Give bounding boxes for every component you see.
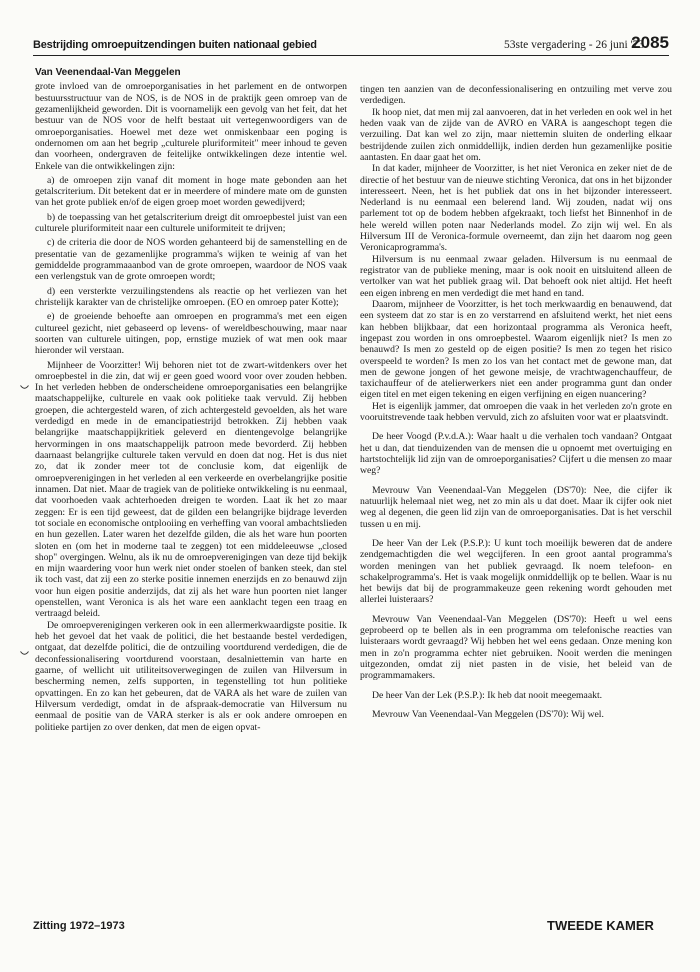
paragraph: tingen ten aanzien van de deconfessionalisering en ontzuiling met verve zou verdedigen. [360, 84, 672, 107]
running-title: Bestrijding omroepuitzendingen buiten nationaal gebied [33, 39, 317, 51]
paragraph: In dat kader, mijnheer de Voorzitter, is het niet Veronica en zeker niet de de directie of het bestuur van de nieuwe stichting Veronica, dat ons in het bijzonder interesseert. Neen, het is het publiek dat ons in het bijzonder interesseert. Nederland is nu eenmaal een belerend land. Wij zouden, nadat wij ons parlement tot op de bodem hebben afgekraakt, toch liefst het Binnenhof in de hele wereld willen poten naar Nederlands model. Zo zijn wij wel. En als Hilversum III de Veronica-formule overneemt, dan zijn het daarom nog geen Veronicaprogramma's. [360, 163, 672, 254]
list-item-d: d) een versterkte verzuilingstendens als reactie op het verliezen van het christelijk karakter van de christelijke omroepen. (EO en omroep pater Kotte); [35, 285, 347, 308]
paragraph: Mijnheer de Voorzitter! Wij behoren niet tot de zwart-witdenkers over het omroepbestel in die zin, dat wij er geen goed woord voor over zouden hebben. In het verleden hebben de onderscheidene omroeporganisaties een belangrijke maatschappelijke, culturele en vaak ook politieke taak vervuld. Zij hebben groepen, die achtergesteld waren, of zich achtergesteld gevoelden, als het ware verdedigd en mede in de emancipatiestrijd betrokken. Zij hebben vaak belangrijke maatschappijkritiek geleverd en dientengevolge belangrijke hervormingen in ons maatschappelijk patroon mede bevorderd. Zij hebben daarnaast belangrijke culturele taken vervuld en doen dat nog. Het is dus niet zo, dat ik zonder meer tot de conclusie kom, dat eigenlijk de omroepverenigingen in het verleden al een verkeerde en overbelangrijke positie innamen. Dat niet. Maar de tragiek van de politieke ontwikkeling is nu eenmaal, dat voorhoeden vaak achterhoeden dreigen te worden. Laat ik het zo maar zeggen: Er is een tijd geweest, dat de gilden een belangrijke bijdrage leverden tot sociale en economische ontplooiing en verheffing van vooral ambachtslieden en hun gezellen. Later waren het dezelfde gilden, die als het ware hun poorten sloten en (om het in moderne taal te zeggen) tot een middeleeuwse „closed shop" overgingen. Welnu, als ik nu de omroepverenigingen van deze tijd bekijk en mijn waardering voor hun werk niet onder stoelen of banken steek, dan stel ik toch vast, dat zij een zo sterke positie innemen enerzijds en zo benauwd zijn voor hun eigen positie anderzijds, dat zij als het ware hun poorten niet langer openstellen, want Veronica is als het ware een aanklacht tegen een traag en vertraagd beleid. [35, 359, 347, 620]
paragraph: Het is eigenlijk jammer, dat omroepen die vaak in het verleden zo'n grote en vooruitstrevende taak hebben vervuld, zich zo afsluiten voor wat er plaatsvindt. [360, 400, 672, 424]
margin-tick-mark [20, 651, 29, 657]
interjection: De heer Van der Lek (P.S.P.): U kunt toch moeilijk beweren dat de andere zendgemachtigden die wel wegcijferen. In een groot aantal programma's worden meningen van het publiek gevraagd. Ik noem telefoon- en schakelprogramma's. Het is vaak mogelijk onmiddellijk op te bellen. Waar is nu het bewijs dat bij de programmakeuze geen rekening wordt gehouden met allerlei luisteraars? [360, 537, 672, 606]
interjection: De heer Van der Lek (P.S.P.): Ik heb dat nooit meegemaakt. [372, 689, 603, 701]
session-footer: Zitting 1972–1973 [33, 920, 125, 932]
paragraph: Hilversum is nu eenmaal zwaar geladen. Hilversum is nu eenmaal de registrator van de publieke mening, maar is ook nooit en uitsluitend alleen de vertolker van wat het publiek graag wil. Dat behoeft ook niet altijd. Het heeft een eigen inbreng en men verdedigt die met hand en tand. [360, 253, 672, 299]
chamber-footer: TWEEDE KAMER [547, 918, 654, 933]
interjection: De heer Voogd (P.v.d.A.): Waar haalt u die verhalen toch vandaan? Ontgaat het u dan, dat tienduizenden van de mensen die u opnoemt met overtuiging en hartstochtelijk lid zijn van de omroeporganisaties? Cijfert u die mensen zo maar weg? [360, 431, 672, 477]
paragraph-intro: grote invloed van de omroeporganisaties in het parlement en de ontworpen bestuursstructuur van de NOS, is de NOS in de praktijk geen omroep van de gezamenlijkheid geworden. Dit is voornamelijk een gevolg van het feit, dat het bestuur van de NOS voor de helft bestaat uit vertegenwoordigers van de omroeporganisaties. Hoewel met deze wet onmiskenbaar een poging is ondernomen om aan het begrip „culturele pluriformiteit" meer inhoud te geven dan voorheen, ondergraven de feitelijke ontwikkelingen deze intentie wel. Enkele van die ontwikkelingen zijn: [35, 81, 347, 172]
reply: Mevrouw Van Veenendaal-Van Meggelen (DS'70): Wij wel. [372, 708, 604, 720]
meeting-date: 53ste vergadering - 26 juni '73 [504, 39, 645, 51]
list-item-b: b) de toepassing van het getalscriterium dreigt dit omroepbestel juist van een culturele pluriformiteit naar een culturele uniformiteit te drijven; [35, 211, 347, 235]
paragraph: Daarom, mijnheer de Voorzitter, is het toch merkwaardig en benauwend, dat een systeem dat zo star is en zo verstarrend en afsluitend werkt, het niet eens kan hebben blijkbaar, dat een horizontaal programma als Veronica heeft, ingepast zou worden in ons omroepbestel. Waarom eigenlijk niet? Is men zo benauwd? Is men zo gesteld op de eigen positie? Is men zo tegen het risico overspeeld te worden? Is men zo los van het contact met de gewone man, dat men de gewone jongen of het gewone meisje, de vrachtwagenchauffeur, de taxichauffeur of de atelierwerkers niet een ander programma gunt dan onder eigen titel en met eigen tekening en eigen verfijning en eigen nuancering? [360, 298, 672, 401]
page-header [33, 33, 669, 56]
paragraph: De omroepverenigingen verkeren ook in een allermerkwaardigste positie. Ik heb het gevoel dat het vaak de politici, die het bestaande bestel verdedigen, ontgaat, dat dezelfde politici, die de ontzuiling voortdurend verdedigen, die de deconfessionalisering voortdurend voorstaan, desalniettemin van harte en gaarne, of wellicht uit utiliteitsoverwegingen de zuilen van Hilversum in bescherming nemen, zelfs supporten, in tegenstelling tot hun politieke opvattingen. En zo kan het gebeuren, dat de VARA als het ware de zuilen van Hilversum verdedigt, omdat in de afspraak-democratie van Hilversum nu eenmaal de positie van de VARA sterker is als er ook andere omroepen en politieke partijen zo over denken, dat men de eigen opvat- [35, 619, 347, 733]
speaker-heading: Van Veenendaal-Van Meggelen [35, 67, 181, 78]
reply: Mevrouw Van Veenendaal-Van Meggelen (DS'70): Heeft u wel eens geprobeerd op te bellen als in een programma om telefonische reacties van luisteraars wordt gevraagd? Wij hebben het wel eens gedaan. Onze mening kon men in zo'n programma echter niet gebruiken. Nooit werden die meningen uitgezonden, omdat zij niet pasten in de visie, het beleid van de programmamakers. [360, 613, 672, 682]
list-item-c: c) de criteria die door de NOS worden gehanteerd bij de samenstelling en de presentatie van de gezamenlijke programma's wijken te weinig af van het gemiddelde programmaaanbod van de grote omroepen, waardoor de NOS vaak een verlengstuk van de grote omroepen wordt; [35, 237, 347, 283]
page-number: 2085 [631, 33, 669, 52]
reply: Mevrouw Van Veenendaal-Van Meggelen (DS'70): Nee, die cijfer ik natuurlijk helemaal niet weg, net zo min als u dat doet. Maar ik cijfer ook niet weg al degenen, die geen lid zijn van de omroeporganisaties. Dat is het verschil tussen u en mij. [360, 484, 672, 530]
left-column [35, 67, 347, 733]
margin-tick-mark [20, 385, 29, 391]
paragraph: Ik hoop niet, dat men mij zal aanvoeren, dat in het verleden en ook wel in het heden vaak van de zijde van de AVRO en VARA is aangeschopt tegen die verzuiling. Dat kan wel zo zijn, maar niettemin sluiten de onderling elkaar bestrijdende zuilen zich onmiddellijk, indien derden hun gezamenlijke positie aantasten. En daar gaat het om. [360, 106, 672, 163]
right-column [360, 84, 672, 720]
list-item-e: e) de groeiende behoefte aan omroepen en programma's met een eigen cultureel gezicht, niet gebaseerd op levens- of wereldbeschouwing, maar naar soorten van culturele uitingen, pop, ernstige muziek of wat men ook maar hieronder wil verstaan. [35, 311, 347, 357]
list-item-a: a) de omroepen zijn vanaf dit moment in hoge mate gebonden aan het getalscriterium. Dit betekent dat er in meerdere of mindere mate om de gunsten van het grote publiek en/of de eigen groep moet worden gewedijverd; [35, 174, 347, 209]
